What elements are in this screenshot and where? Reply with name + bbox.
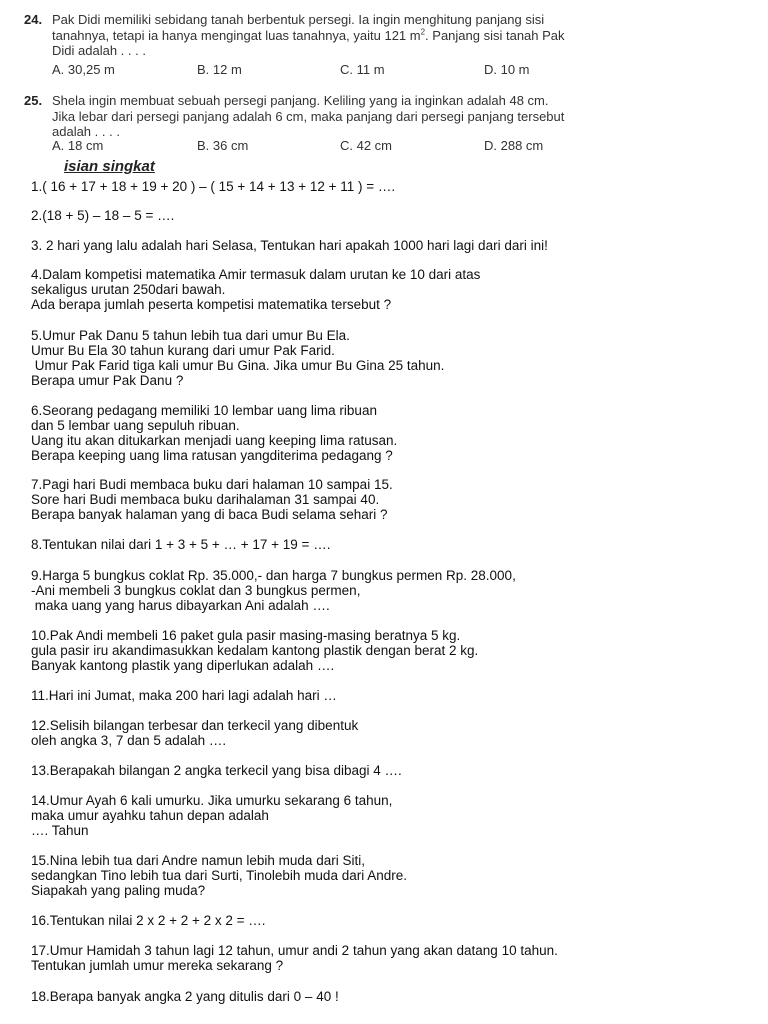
mc-question-line: adalah . . . .: [52, 124, 120, 139]
question-line: 16.Tentukan nilai 2 x 2 + 2 + 2 x 2 = ….: [31, 913, 266, 928]
mc-question-number: 24.: [24, 12, 43, 27]
question-line: Uang itu akan ditukarkan menjadi uang keeping lima ratusan.: [31, 433, 398, 448]
question-line: 11.Hari ini Jumat, maka 200 hari lagi adalah hari …: [31, 688, 337, 703]
option-a: A. 18 cm: [52, 137, 104, 153]
mc-question-line: [52, 28, 650, 44]
question-line: sedangkan Tino lebih tua dari Surti, Tinolebih muda dari Andre.: [31, 868, 407, 883]
question-2: [31, 208, 761, 223]
question-line: 6.Seorang pedagang memiliki 10 lembar uang lima ribuan: [31, 403, 377, 418]
option-c: C. 42 cm: [340, 137, 393, 153]
mc-question-text: [52, 12, 650, 59]
question-line: sekaligus urutan 250dari bawah.: [31, 282, 226, 297]
superscript: 2: [420, 27, 426, 37]
question-line: maka uang yang harus dibayarkan Ani adalah ….: [31, 598, 330, 613]
question-10: [31, 628, 761, 673]
question-line: -Ani membeli 3 bungkus coklat dan 3 bungkus permen,: [31, 583, 361, 598]
mc-question-line: Jika lebar dari persegi panjang adalah 6 cm, maka panjang dari persegi panjang tersebut: [52, 108, 565, 124]
question-line: 2.(18 + 5) – 18 – 5 = ….: [31, 208, 175, 223]
question-line: 13.Berapakah bilangan 2 angka terkecil yang bisa dibagi 4 ….: [31, 763, 402, 778]
question-line: Umur Pak Farid tiga kali umur Bu Gina. Jika umur Bu Gina 25 tahun.: [31, 358, 445, 373]
mc-options: [52, 62, 650, 78]
mc-question-text: [52, 93, 650, 140]
mc-options: [52, 138, 650, 154]
question-12: [31, 718, 761, 748]
question-3: [31, 238, 761, 253]
question-4: [31, 267, 761, 312]
mc-question-25: [24, 93, 650, 154]
mc-question-24: [24, 12, 650, 78]
question-line: Banyak kantong plastik yang diperlukan adalah ….: [31, 658, 335, 673]
question-17: [31, 943, 761, 973]
question-line: 14.Umur Ayah 6 kali umurku. Jika umurku sekarang 6 tahun,: [31, 793, 393, 808]
question-18: [31, 989, 761, 1004]
question-line: oleh angka 3, 7 dan 5 adalah ….: [31, 733, 227, 748]
question-line: 1.( 16 + 17 + 18 + 19 + 20 ) – ( 15 + 14 + 13 + 12 + 11 ) = ….: [31, 179, 396, 194]
question-5: [31, 328, 761, 388]
question-line: gula pasir iru akandimasukkan kedalam kantong plastik dengan berat 2 kg.: [31, 643, 479, 658]
question-line: 9.Harga 5 bungkus coklat Rp. 35.000,- dan harga 7 bungkus permen Rp. 28.000,: [31, 568, 516, 583]
question-line: 18.Berapa banyak angka 2 yang ditulis dari 0 – 40 !: [31, 989, 339, 1004]
section-title: isian singkat: [64, 158, 155, 175]
question-line: maka umur ayahku tahun depan adalah: [31, 808, 269, 823]
option-d: D. 288 cm: [484, 137, 544, 153]
question-line: 5.Umur Pak Danu 5 tahun lebih tua dari umur Bu Ela.: [31, 328, 350, 343]
question-line: 17.Umur Hamidah 3 tahun lagi 12 tahun, umur andi 2 tahun yang akan datang 10 tahun.: [31, 943, 558, 958]
mc-question-number: 25.: [24, 93, 43, 108]
mc-question-line-part: . Panjang sisi tanah Pak: [425, 27, 565, 43]
option-b: B. 12 m: [197, 61, 242, 77]
question-1: [31, 179, 761, 194]
mc-question-line-part: tanahnya, tetapi ia hanya mengingat luas tanahnya, yaitu 121 m: [52, 27, 421, 43]
question-line: 7.Pagi hari Budi membaca buku dari halaman 10 sampai 15.: [31, 477, 393, 492]
question-line: Berapa keeping uang lima ratusan yangditerima pedagang ?: [31, 448, 393, 463]
option-a: A. 30,25 m: [52, 61, 115, 77]
mc-question-line: Didi adalah . . . .: [52, 43, 146, 58]
mc-question-line: Pak Didi memiliki sebidang tanah berbentuk persegi. Ia ingin menghitung panjang sisi: [52, 12, 545, 27]
question-line: Umur Bu Ela 30 tahun kurang dari umur Pak Farid.: [31, 343, 335, 358]
question-13: [31, 763, 761, 778]
question-8: [31, 537, 761, 552]
question-line: 15.Nina lebih tua dari Andre namun lebih muda dari Siti,: [31, 853, 365, 868]
question-line: …. Tahun: [31, 823, 89, 838]
question-line: 12.Selisih bilangan terbesar dan terkecil yang dibentuk: [31, 718, 359, 733]
question-line: Ada berapa jumlah peserta kompetisi matematika tersebut ?: [31, 297, 392, 312]
mc-question-line: Shela ingin membuat sebuah persegi panjang. Keliling yang ia inginkan adalah 48 cm.: [52, 93, 549, 108]
option-d: D. 10 m: [484, 61, 530, 77]
question-9: [31, 568, 761, 613]
option-b: B. 36 cm: [197, 137, 249, 153]
question-16: [31, 913, 761, 928]
question-7: [31, 477, 761, 522]
question-line: 3. 2 hari yang lalu adalah hari Selasa, Tentukan hari apakah 1000 hari lagi dari dari ini!: [31, 238, 548, 253]
question-line: dan 5 lembar uang sepuluh ribuan.: [31, 418, 240, 433]
question-6: [31, 403, 761, 463]
question-line: 8.Tentukan nilai dari 1 + 3 + 5 + … + 17 + 19 = ….: [31, 537, 331, 552]
option-c: C. 11 m: [340, 61, 385, 77]
question-11: [31, 688, 761, 703]
question-line: 10.Pak Andi membeli 16 paket gula pasir masing-masing beratnya 5 kg.: [31, 628, 461, 643]
question-14: [31, 793, 761, 838]
question-line: Sore hari Budi membaca buku darihalaman 31 sampai 40.: [31, 492, 380, 507]
question-line: Berapa banyak halaman yang di baca Budi selama sehari ?: [31, 507, 388, 522]
question-line: Siapakah yang paling muda?: [31, 883, 206, 898]
question-line: 4.Dalam kompetisi matematika Amir termasuk dalam urutan ke 10 dari atas: [31, 267, 481, 282]
question-15: [31, 853, 761, 898]
question-line: Berapa umur Pak Danu ?: [31, 373, 184, 388]
question-line: Tentukan jumlah umur mereka sekarang ?: [31, 958, 284, 973]
